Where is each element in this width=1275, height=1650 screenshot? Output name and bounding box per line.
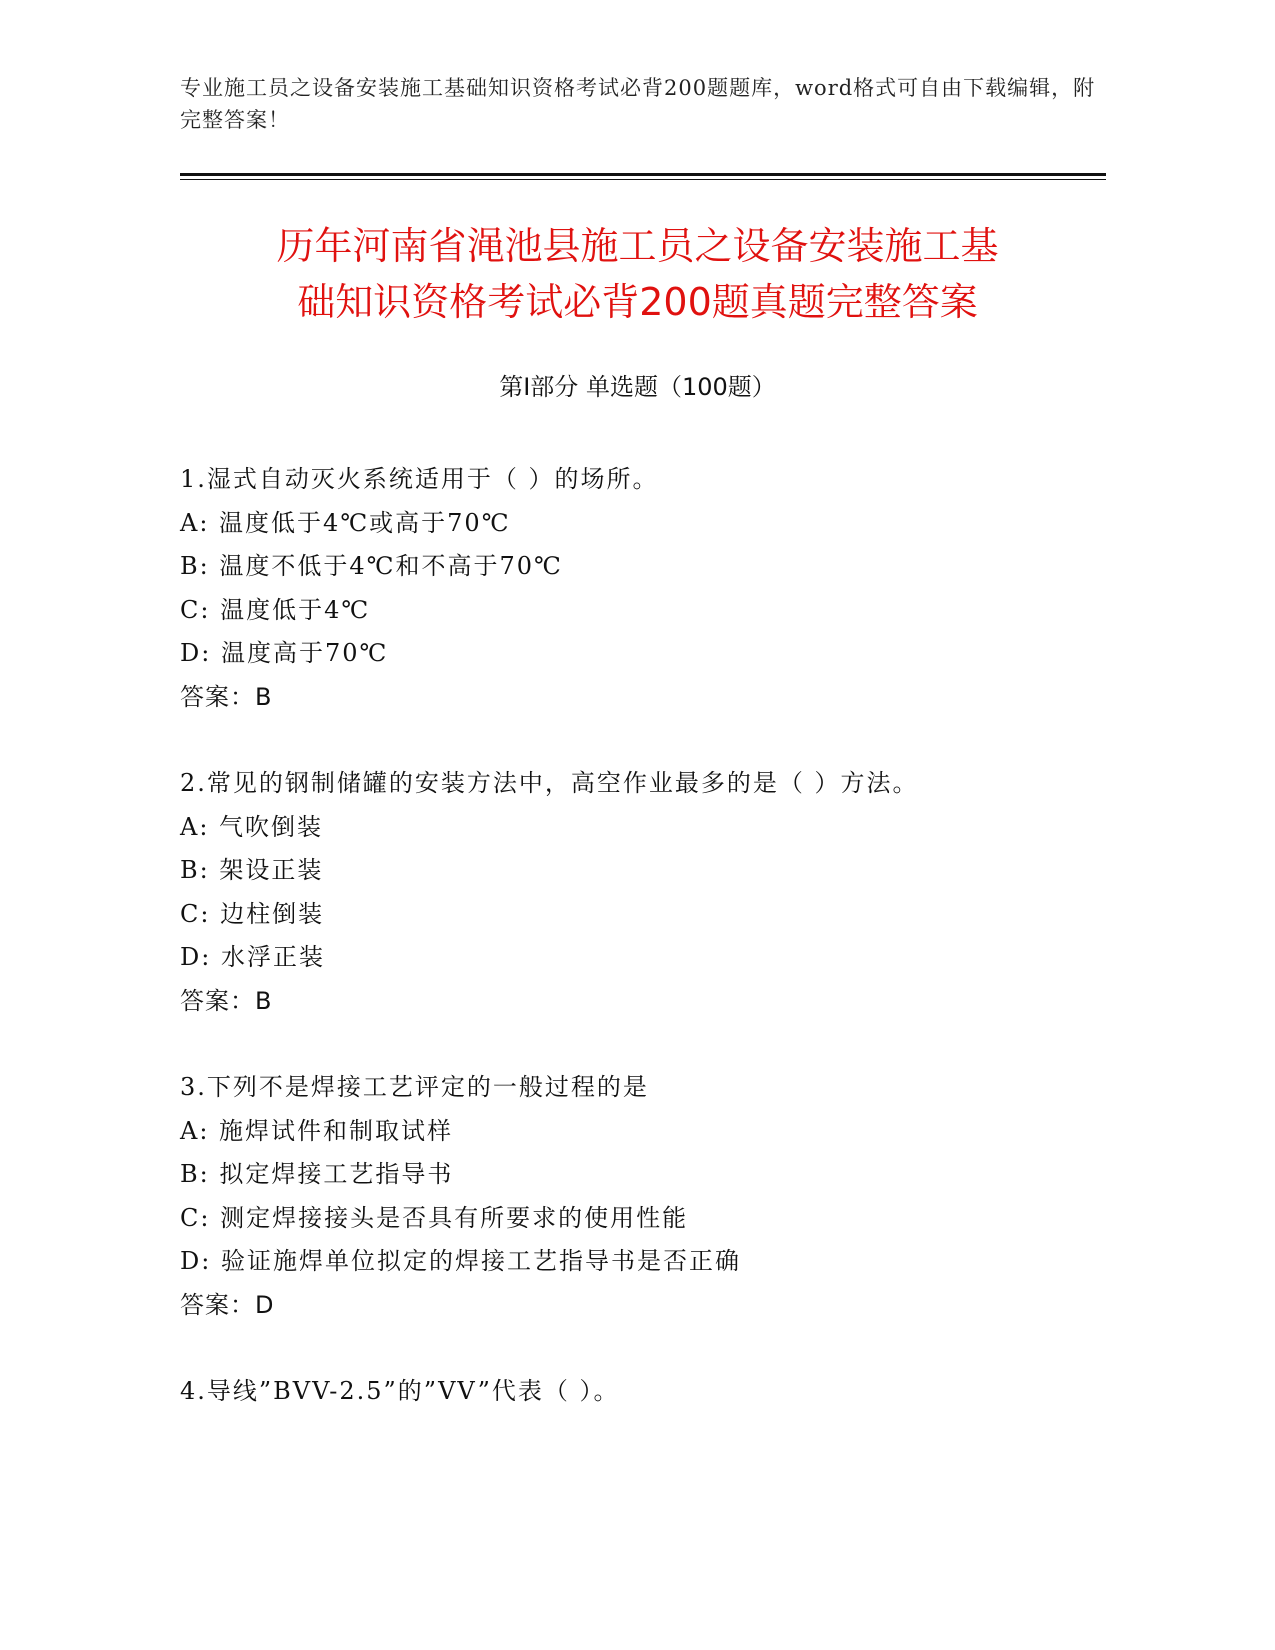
- header-rule-thin: [180, 179, 1106, 180]
- question-stem: 3.下列不是焊接工艺评定的一般过程的是: [180, 1073, 649, 1101]
- document-title-line-2: 础知识资格考试必背200题真题完整答案: [297, 280, 978, 324]
- option-d: D: 验证施焊单位拟定的焊接工艺指导书是否正确: [180, 1247, 741, 1275]
- option-a: A: 施焊试件和制取试样: [180, 1116, 454, 1145]
- document-title-line-1: 历年河南省渑池县施工员之设备安装施工基: [276, 224, 999, 268]
- question-1: [180, 458, 1100, 719]
- answer: 答案：B: [180, 986, 273, 1015]
- option-c: C: 温度低于4℃: [180, 595, 371, 624]
- question-stem: 2.常见的钢制储罐的安装方法中，高空作业最多的是（ ）方法。: [180, 769, 919, 797]
- option-b: B: 架设正装: [180, 856, 324, 884]
- question-2: [180, 762, 1100, 1023]
- option-b: B: 温度不低于4℃和不高于70℃: [180, 552, 563, 580]
- header-rule-thick: [180, 173, 1106, 176]
- option-c: C: 边柱倒装: [180, 899, 325, 928]
- document-title: [150, 218, 1125, 330]
- option-d: D: 水浮正装: [180, 943, 325, 971]
- question-4: [180, 1370, 1100, 1414]
- section-heading: 第Ⅰ部分 单选题（100题）: [499, 373, 776, 401]
- option-c: C: 测定焊接接头是否具有所要求的使用性能: [180, 1203, 689, 1232]
- question-stem: 4.导线”BVV-2.5”的”VV”代表（ ）。: [180, 1377, 620, 1405]
- option-a: A: 气吹倒装: [180, 812, 324, 841]
- question-list: [180, 458, 1100, 1457]
- answer: 答案：D: [180, 1290, 275, 1319]
- option-d: D: 温度高于70℃: [180, 639, 389, 667]
- option-a: A: 温度低于4℃或高于70℃: [180, 508, 511, 537]
- option-b: B: 拟定焊接工艺指导书: [180, 1160, 454, 1188]
- question-stem: 1.湿式自动灭火系统适用于（ ）的场所。: [180, 465, 659, 493]
- header-note: 专业施工员之设备安装施工基础知识资格考试必背200题题库，word格式可自由下载编辑，附完整答案！: [180, 76, 1096, 132]
- question-3: [180, 1066, 1100, 1327]
- answer: 答案：B: [180, 682, 273, 711]
